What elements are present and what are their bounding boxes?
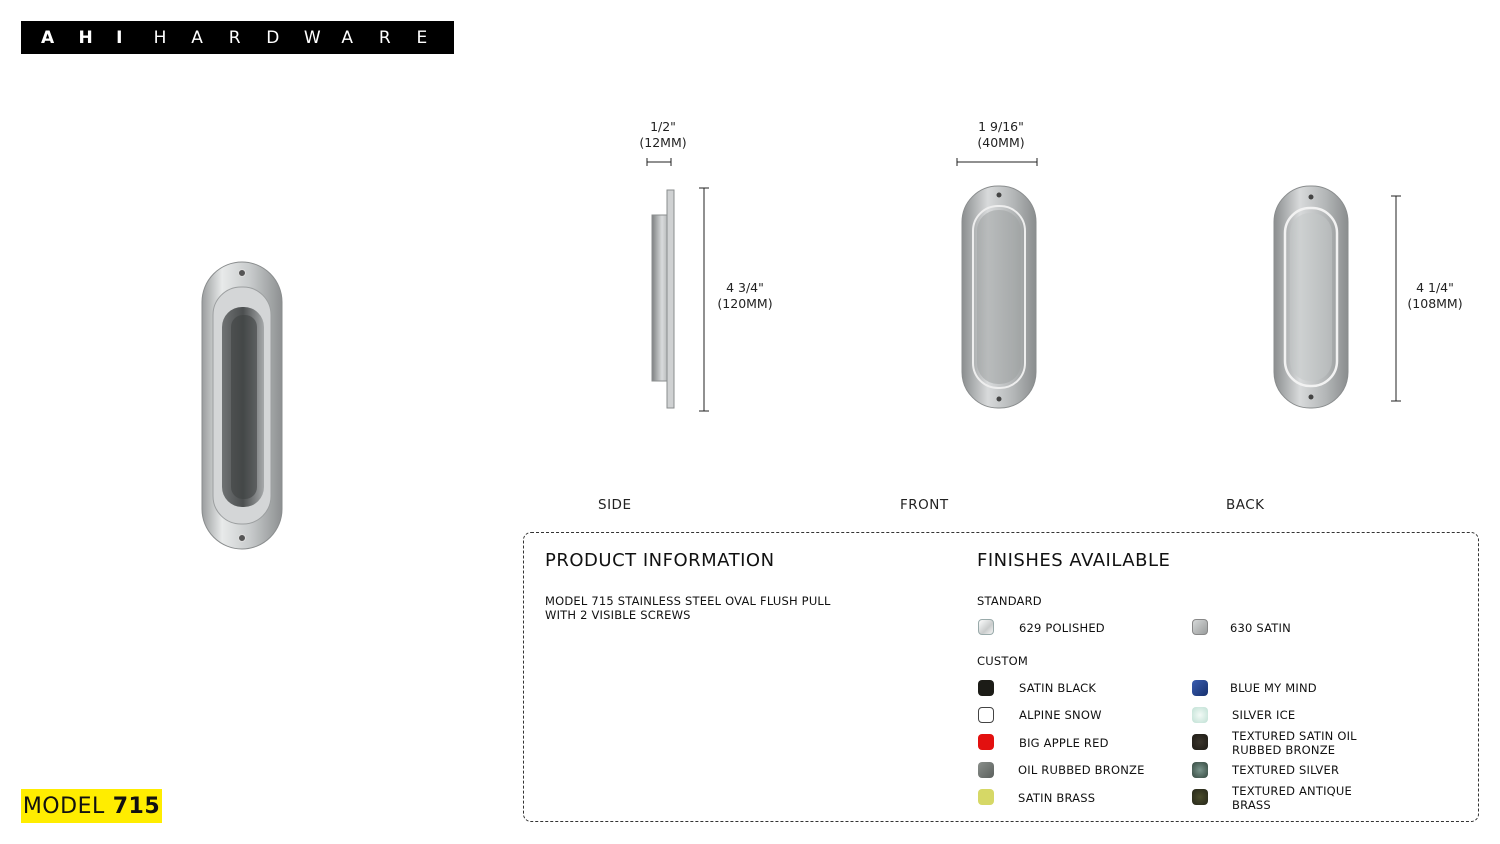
brand-letter: D [266,27,280,48]
side-height-dimension [712,280,778,312]
side-view-image [645,185,685,413]
finish-swatch [978,619,994,635]
finish-name-line: RUBBED BRONZE [1232,743,1336,757]
brand-letter: H [78,27,93,48]
dimension-metric: (108MM) [1407,296,1463,311]
finish-swatch [1192,707,1208,723]
back-view-label: BACK [1226,497,1265,513]
finish-swatch [978,707,994,723]
finish-name: BIG APPLE RED [1019,736,1109,750]
side-view-label: SIDE [598,497,632,513]
side-width-dimension [628,119,698,151]
finish-name: SATIN BLACK [1019,681,1097,695]
finish-name-line: BRASS [1232,798,1271,812]
front-width-dimension [962,119,1040,151]
finish-name: SATIN BRASS [1018,791,1096,805]
finish-name: TEXTURED SILVER [1232,763,1340,777]
back-view-image [1270,183,1352,411]
brand-letter: I [116,27,123,48]
finish-name: 630 SATIN [1230,621,1291,635]
back-height-dimension [1402,280,1468,312]
back-height-line [1389,193,1403,405]
brand-letter: W [303,27,321,48]
finish-swatch [978,789,994,805]
product-description [545,594,831,622]
finish-swatch [1192,789,1208,805]
standard-label: STANDARD [977,594,1042,608]
finish-name-line: TEXTURED ANTIQUE [1232,784,1352,798]
info-panel [523,532,1479,822]
brand-letter: E [416,27,428,48]
model-number: 715 [112,793,161,819]
finish-swatch [978,680,994,696]
dimension-imperial: 4 1/4" [1416,280,1454,295]
dimension-imperial: 4 3/4" [726,280,764,295]
description-line: WITH 2 VISIBLE SCREWS [545,608,691,622]
finish-swatch [1192,762,1208,778]
finish-name [1232,729,1357,757]
brand-letter: A [341,27,354,48]
finish-swatch [1192,619,1208,635]
dimension-imperial: 1 9/16" [978,119,1024,134]
side-width-line [645,156,675,168]
brand-letter: A [41,27,55,48]
brand-letter: H [153,27,167,48]
finish-swatch [1192,680,1208,696]
finish-name: SILVER ICE [1232,708,1296,722]
custom-label: CUSTOM [977,654,1028,668]
product-info-heading: PRODUCT INFORMATION [545,550,775,571]
front-width-line [955,156,1039,168]
brand-logo [21,21,454,54]
finishes-heading: FINISHES AVAILABLE [977,550,1171,571]
brand-letter: R [378,27,391,48]
dimension-metric: (12MM) [639,135,687,150]
finish-name [1232,784,1352,812]
finish-name-line: TEXTURED SATIN OIL [1232,729,1357,743]
finish-swatch [1192,734,1208,750]
model-prefix: MODEL [22,793,105,819]
finish-name: ALPINE SNOW [1019,708,1102,722]
finish-swatch [978,734,994,750]
description-line: MODEL 715 STAINLESS STEEL OVAL FLUSH PULL [545,594,831,608]
dimension-imperial: 1/2" [650,119,676,134]
brand-letter: A [191,27,203,48]
dimension-metric: (120MM) [717,296,773,311]
brand-letter: R [228,27,241,48]
front-view-label: FRONT [900,497,949,513]
finish-swatch [978,762,994,778]
finish-name: BLUE MY MIND [1230,681,1317,695]
model-badge [21,789,162,823]
dimension-metric: (40MM) [977,135,1025,150]
finish-name: OIL RUBBED BRONZE [1018,763,1145,777]
side-height-line [697,185,711,415]
finish-name: 629 POLISHED [1019,621,1105,635]
product-perspective-image [195,255,290,555]
front-view-image [958,183,1040,411]
